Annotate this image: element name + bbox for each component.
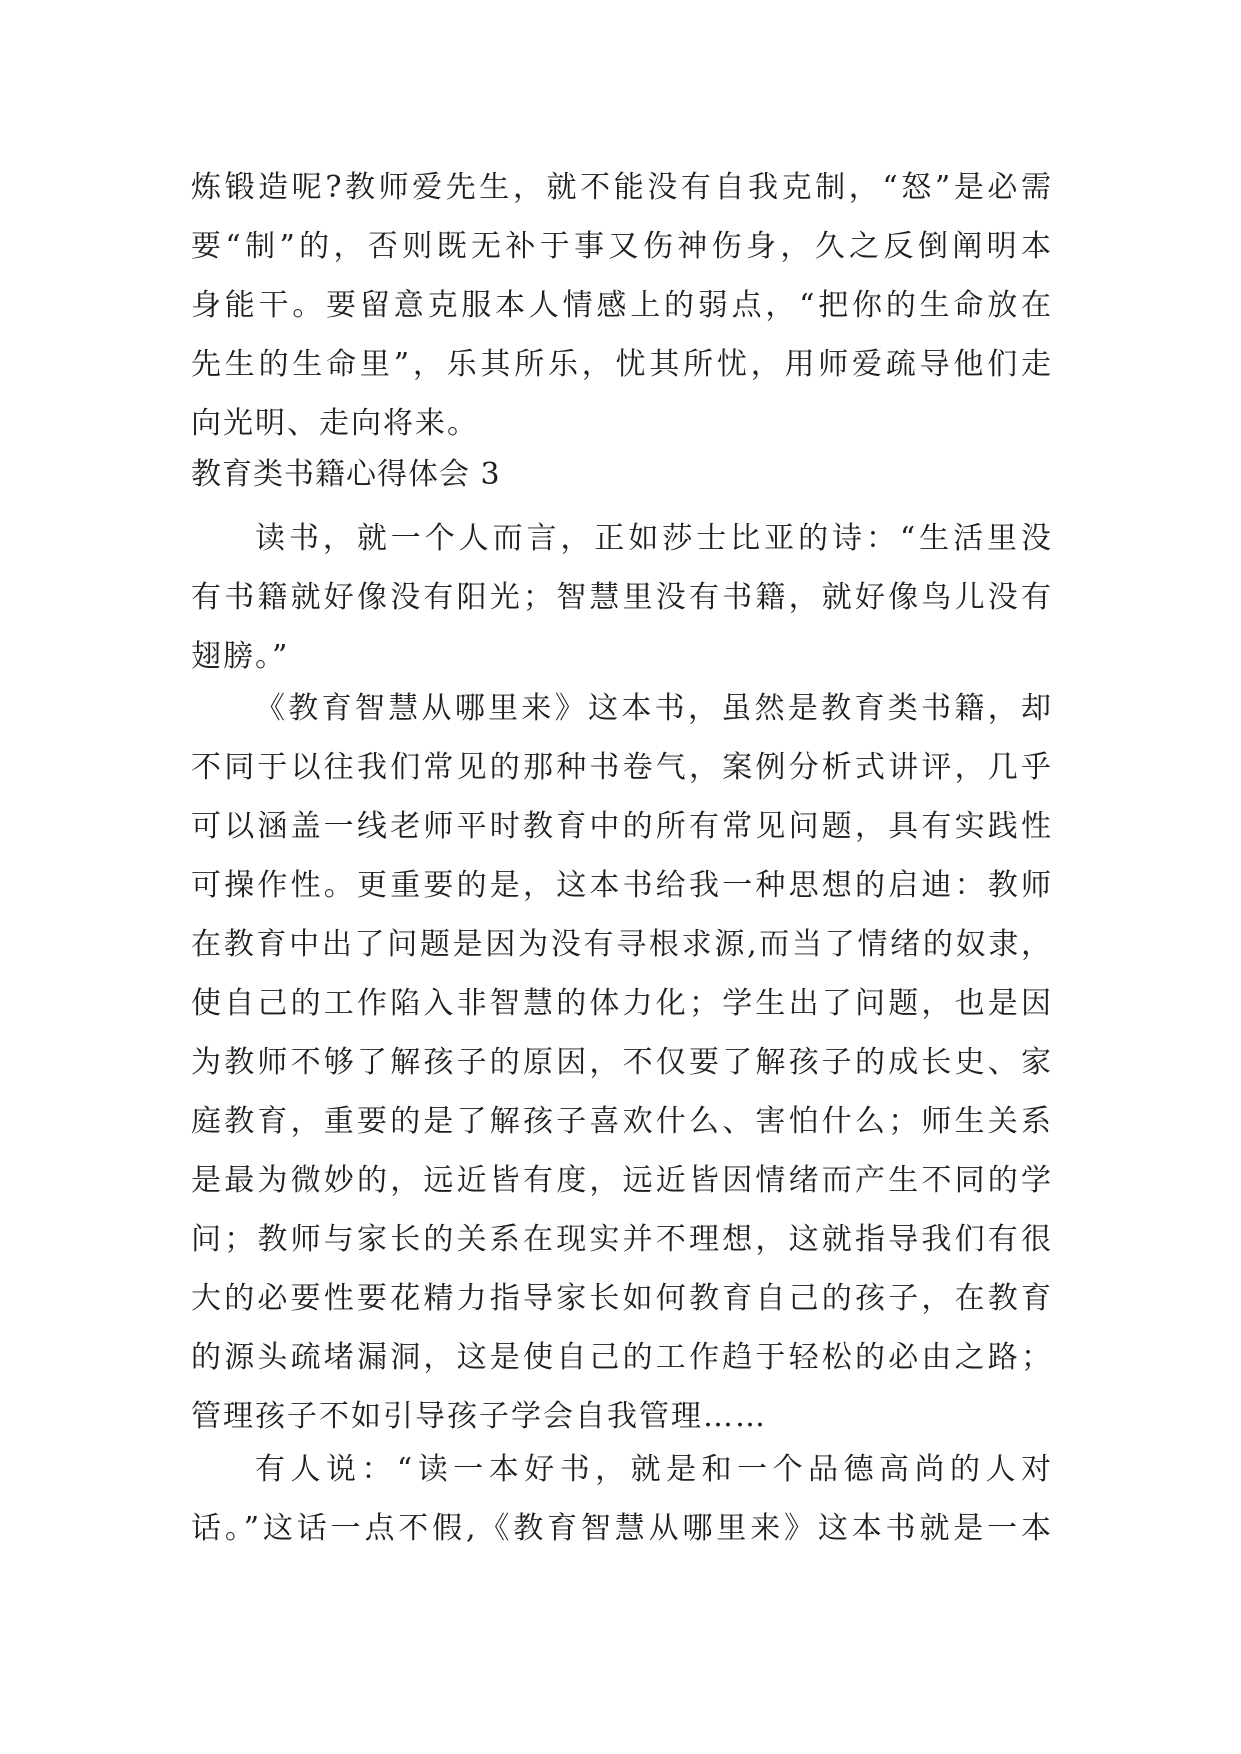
- paragraph-line: 向光明、走向将来。: [191, 406, 479, 441]
- paragraph-line: 不同于以往我们常见的那种书卷气，案例分析式讲评，几乎: [191, 750, 1053, 785]
- paragraph-line: 管理孩子不如引导孩子学会自我管理……: [191, 1399, 767, 1434]
- paragraph-line: 问；教师与家长的关系在现实并不理想，这就指导我们有很: [191, 1222, 1053, 1257]
- paragraph-line: 可操作性。更重要的是，这本书给我一种思想的启迪：教师: [191, 868, 1053, 903]
- paragraph-line: 话。”这话一点不假,《教育智慧从哪里来》这本书就是一本: [191, 1511, 1053, 1546]
- paragraph-1: [191, 509, 1053, 686]
- paragraph-line: 在教育中出了问题是因为没有寻根求源,而当了情绪的奴隶，: [191, 927, 1053, 962]
- paragraph-line: 有书籍就好像没有阳光；智慧里没有书籍，就好像鸟儿没有: [191, 580, 1053, 615]
- paragraph-line: 炼锻造呢?教师爱先生，就不能没有自我克制，“怒”是必需: [191, 170, 1053, 205]
- paragraph-line: 是最为微妙的，远近皆有度，远近皆因情绪而产生不同的学: [191, 1163, 1053, 1198]
- paragraph-line: 庭教育，重要的是了解孩子喜欢什么、害怕什么；师生关系: [191, 1104, 1053, 1139]
- paragraph-line: 使自己的工作陷入非智慧的体力化；学生出了问题，也是因: [191, 986, 1053, 1021]
- paragraph-line: 可以涵盖一线老师平时教育中的所有常见问题，具有实践性: [191, 809, 1053, 844]
- paragraph-line: 大的必要性要花精力指导家长如何教育自己的孩子，在教育: [191, 1281, 1053, 1316]
- paragraph-line: 为教师不够了解孩子的原因，不仅要了解孩子的成长史、家: [191, 1045, 1053, 1080]
- paragraph-line: 有人说：“读一本好书，就是和一个品德高尚的人对: [255, 1452, 1053, 1487]
- paragraph-line: 要“制”的，否则既无补于事又伤神伤身，久之反倒阐明本: [191, 229, 1053, 264]
- section-heading: 教育类书籍心得体会 3: [191, 457, 501, 492]
- paragraph-3: [191, 1440, 1053, 1558]
- paragraph-line: 的源头疏堵漏洞，这是使自己的工作趋于轻松的必由之路；: [191, 1340, 1053, 1375]
- continuation-paragraph: [191, 158, 1053, 453]
- paragraph-line: 读书，就一个人而言，正如莎士比亚的诗：“生活里没: [255, 521, 1053, 556]
- paragraph-2: [191, 679, 1053, 1446]
- paragraph-line: 《教育智慧从哪里来》这本书，虽然是教育类书籍，却: [255, 691, 1053, 726]
- section-heading-block: [191, 450, 1053, 500]
- paragraph-line: 身能干。要留意克服本人情感上的弱点，“把你的生命放在: [191, 288, 1053, 323]
- paragraph-line: 先生的生命里”，乐其所乐，忧其所忧，用师爱疏导他们走: [191, 347, 1053, 382]
- paragraph-line: 翅膀。”: [191, 639, 290, 674]
